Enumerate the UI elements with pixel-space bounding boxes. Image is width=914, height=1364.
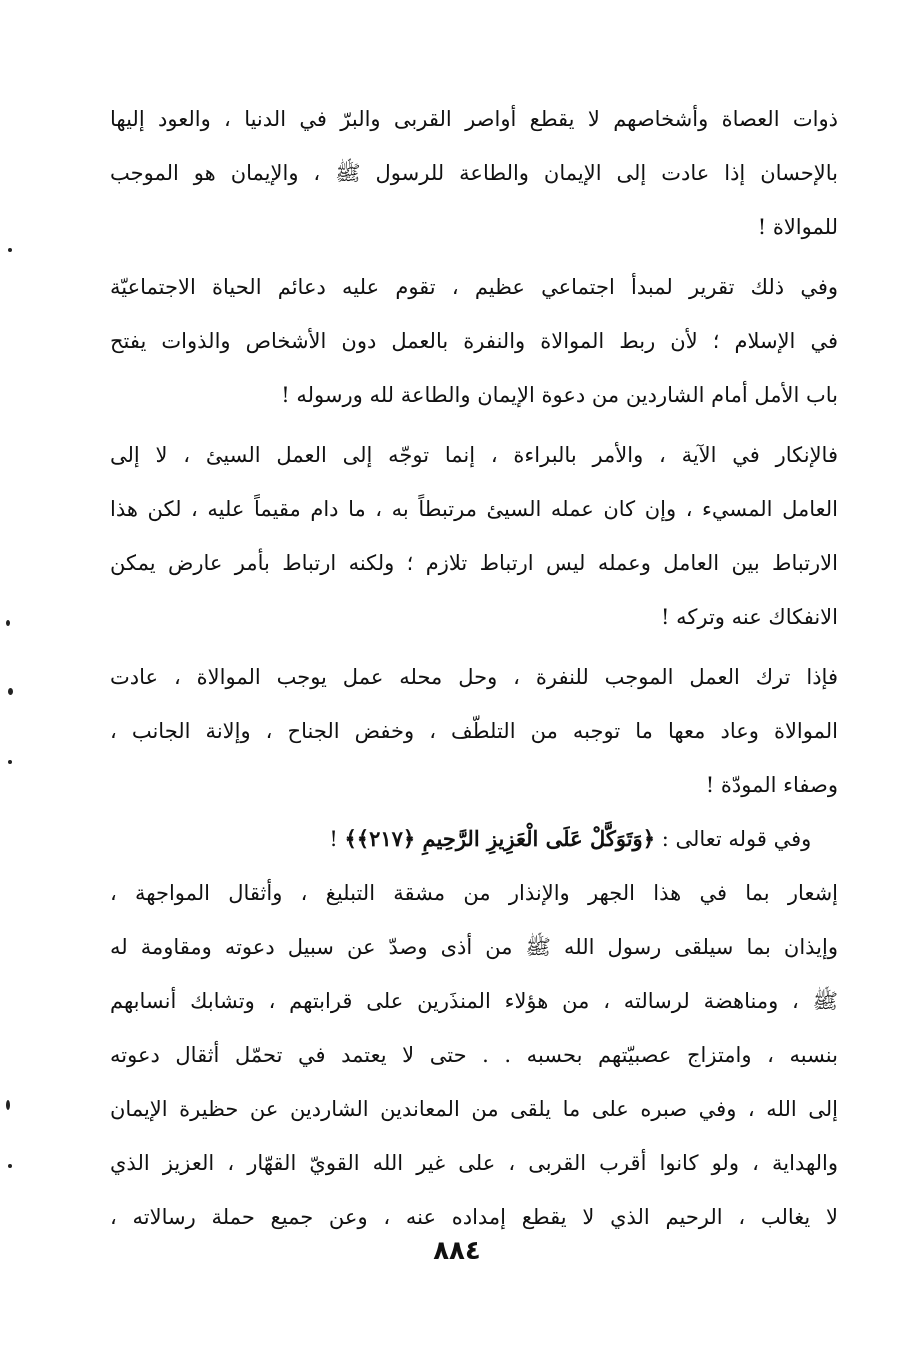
scan-speck: [6, 620, 10, 626]
paragraph-2: [110, 260, 838, 422]
text-line: فإذا ترك العمل الموجب للنفرة ، وحل محله عمل يوجب الموالاة ، عادت: [110, 665, 838, 689]
paragraph-3: [110, 428, 838, 644]
text-line: باب الأمل أمام الشاردين من دعوة الإيمان والطاعة لله ورسوله !: [281, 383, 838, 407]
text-line: في الإسلام ؛ لأن ربط الموالاة والنفرة بالعمل دون الأشخاص والذوات يفتح: [110, 329, 838, 353]
text-line: وفي ذلك تقرير لمبدأ اجتماعي عظيم ، تقوم عليه دعائم الحياة الاجتماعيّة: [110, 275, 838, 299]
text-line: إشعار بما في هذا الجهر والإنذار من مشقة التبليغ ، وأثقال المواجهة ،: [110, 881, 838, 905]
scan-speck: [6, 1100, 10, 1110]
text-line: العامل المسيء ، وإن كان عمله السيئ مرتبطاً به ، ما دام مقيماً عليه ، لكن هذا: [110, 497, 838, 521]
text-line: بالإحسان إذا عادت إلى الإيمان والطاعة للرسول ﷺ ، والإيمان هو الموجب: [110, 161, 838, 185]
page-body: [110, 92, 838, 1244]
quran-verse: ﴿وَتَوَكَّلْ عَلَى الْعَزِيزِ الرَّحِيمِ ﴿٢١٧﴾﴾: [344, 826, 655, 851]
text-line: فالإنكار في الآية ، والأمر بالبراءة ، إنما توجّه إلى العمل السيئ ، لا إلى: [110, 443, 838, 467]
scan-speck: [8, 1164, 12, 1168]
text-line: وإيذان بما سيلقى رسول الله ﷺ من أذى وصدّ عن سبيل دعوته ومقاومة له: [110, 935, 838, 959]
text-line: والهداية ، ولو كانوا أقرب القربى ، على غير الله القويّ القهّار ، العزيز الذي: [110, 1151, 838, 1175]
page-number: ٨٨٤: [433, 1236, 481, 1266]
text-line: لا يغالب ، الرحيم الذي لا يقطع إمداده عنه ، وعن جميع حملة رسالاته ،: [110, 1205, 838, 1229]
scan-speck: [8, 688, 13, 695]
scan-speck: [8, 760, 12, 764]
text-line: الارتباط بين العامل وعمله ليس ارتباط تلازم ؛ ولكنه ارتباط بأمر عارض يمكن: [110, 551, 838, 575]
verse-suffix: !: [329, 827, 338, 851]
text-line: ﷺ ، ومناهضة لرسالته ، من هؤلاء المنذَرين على قرابتهم ، وتشابك أنسابهم: [110, 989, 838, 1013]
text-line: بنسبه ، وامتزاج عصبيّتهم بحسبه . . حتى لا يعتمد في تحمّل أثقال دعوته: [110, 1043, 838, 1067]
text-line: ذوات العصاة وأشخاصهم لا يقطع أواصر القربى والبرّ في الدنيا ، والعود إليها: [110, 107, 838, 131]
paragraph-4: [110, 650, 838, 812]
text-line: وصفاء المودّة !: [705, 773, 838, 797]
text-line: إلى الله ، وفي صبره على ما يلقى من المعاندين الشاردين عن حظيرة الإيمان: [110, 1097, 838, 1121]
verse-intro: وفي قوله تعالى :: [661, 827, 812, 851]
text-line: للموالاة !: [757, 215, 838, 239]
paragraph-1: [110, 92, 838, 254]
paragraph-5: [110, 866, 838, 1244]
text-line: الانفكاك عنه وتركه !: [660, 605, 838, 629]
verse-line: [110, 812, 838, 866]
scan-speck: [8, 248, 12, 252]
text-line: الموالاة وعاد معها ما توجبه من التلطّف ، وخفض الجناح ، وإلانة الجانب ،: [110, 719, 838, 743]
